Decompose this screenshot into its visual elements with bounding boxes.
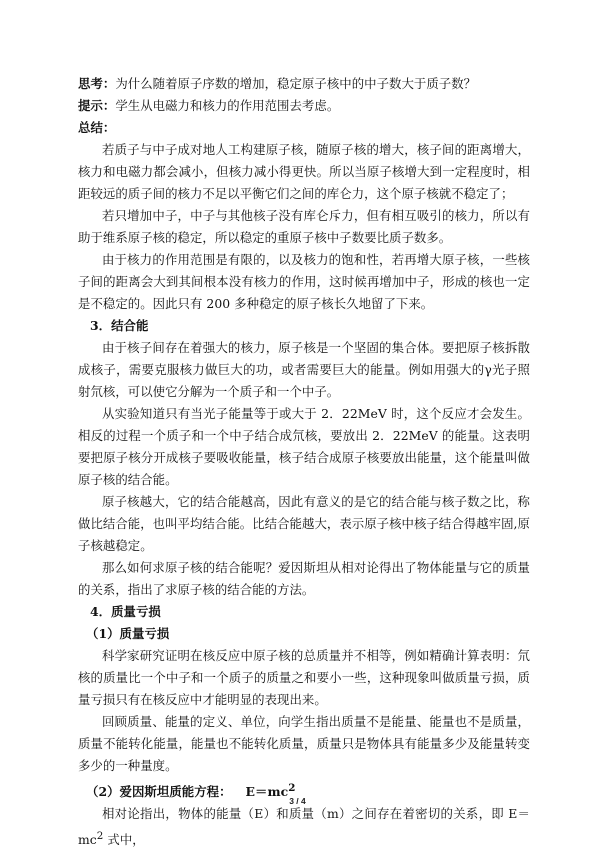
section-4-sub-1-paragraph-1: 科学家研究证明在核反应中原子核的总质量并不相等，例如精确计算表明：氘核的质量比一个中子和一个质子的质量之和要小一些，这种现象叫做质量亏损，质量亏损只有在核反应中才能明显的表现出来。 bbox=[78, 648, 530, 707]
section-3-paragraph-3: 原子核越大，它的结合能越高，因此有意义的是它的结合能与核子数之比，称做比结合能，也叫平均结合能。比结合能越大，表示原子核中核子结合得越牢固,原子核越稳定。 bbox=[78, 494, 530, 553]
section-3-paragraph-2: 从实验知道只有当光子能量等于或大于 2．22MeV 时，这个反应才会发生。相反的过程一个质子和一个中子结合成氘核，要放出 2．22MeV 的能量。这表明要把原子核分开成核子要吸收能量，核子结合成原子核要放出能量，这个能量叫做原子核的结合能。 bbox=[78, 406, 530, 487]
section-3-paragraph-1: 由于核子间存在着强大的核力，原子核是一个坚固的集合体。要把原子核拆散成核子，需要克服核力做巨大的功，或者需要巨大的能量。例如用强大的γ光子照射氘核，可以使它分解为一个质子和一个中子。 bbox=[78, 340, 530, 399]
summary-heading bbox=[78, 117, 530, 139]
section-4-title: 4．质量亏损 bbox=[90, 604, 161, 619]
think-text: 为什么随着原子序数的增加，稳定原子核中的中子数大于质子数？ bbox=[115, 76, 477, 91]
summary-label: 总结： bbox=[78, 120, 116, 135]
summary-paragraph-2: 若只增加中子，中子与其他核子没有库仑斥力，但有相互吸引的核力，所以有助于维系原子核的稳定，所以稳定的重原子核中子数要比质子数多。 bbox=[78, 208, 530, 245]
think-question bbox=[78, 73, 530, 95]
section-3-paragraph-4: 那么如何求原子核的结合能呢？爱因斯坦从相对论得出了物体能量与它的质量的关系，指出了求原子核的结合能的方法。 bbox=[78, 560, 530, 597]
hint-label: 提示： bbox=[78, 98, 116, 113]
section-3-title: 3．结合能 bbox=[90, 318, 149, 333]
mass-energy-heading-text: （2）爱因斯坦质能方程： bbox=[86, 784, 232, 800]
section-4-sub-1-title: （1）质量亏损 bbox=[86, 626, 170, 641]
summary-paragraph-1: 若质子与中子成对地人工构建原子核，随原子核的增大，核子间的距离增大，核力和电磁力都会减小，但核力减小得更快。所以当原子核增大到一定程度时，相距较远的质子间的核力不足以平衡它们之间的库仑力，这个原子核就不稳定了； bbox=[78, 142, 530, 201]
section-4-sub-2-intro bbox=[78, 803, 530, 851]
hint-line bbox=[78, 95, 530, 117]
hint-text: 学生从电磁力和核力的作用范围去考虑。 bbox=[115, 98, 340, 113]
page-content bbox=[78, 73, 530, 851]
formula-base: E＝mc bbox=[245, 784, 289, 800]
formula-exponent: 2 bbox=[288, 782, 296, 794]
intro-exponent: 2 bbox=[96, 830, 104, 843]
intro-text: 相对论指出，物体的能量（E）和质量（m）之间存在着密切的关系，即 E＝mc bbox=[78, 806, 530, 848]
summary-paragraph-3: 由于核力的作用范围是有限的，以及核力的饱和性，若再增大原子核，一些核子间的距离会大到其间根本没有核力的作用，这时候再增加中子，形成的核也一定是不稳定的。因此只有 200 多种稳定的原子核长久地留了下来。 bbox=[78, 252, 530, 311]
page-number: 3 / 4 bbox=[289, 796, 306, 806]
think-label: 思考： bbox=[78, 76, 116, 91]
section-4-sub-1-paragraph-2: 回顾质量、能量的定义、单位，向学生指出质量不是能量、能量也不是质量，质量不能转化能量，能量也不能转化质量，质量只是物体具有能量多少及能量转变多少的一种量度。 bbox=[78, 714, 530, 773]
intro-tail: 式中， bbox=[103, 832, 145, 848]
